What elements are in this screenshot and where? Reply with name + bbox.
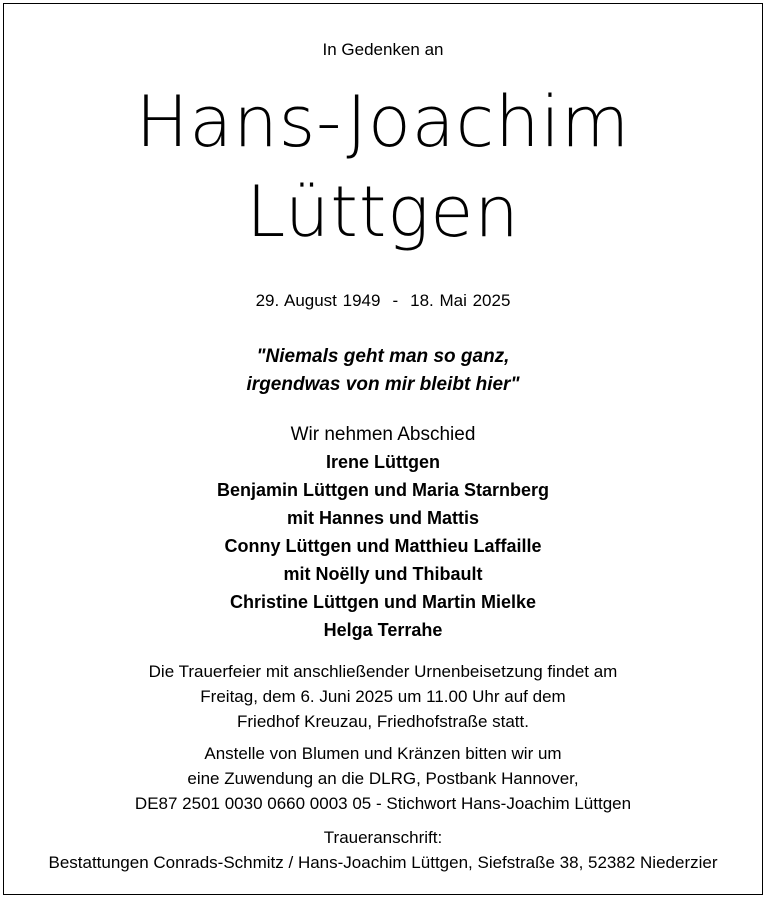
ceremony-line: Friedhof Kreuzau, Friedhofstraße statt. <box>237 712 529 731</box>
deceased-last-name: Lüttgen <box>246 171 520 253</box>
quote-line-2: irgendwas von mir bleibt hier" <box>246 374 520 395</box>
death-date: 18. Mai 2025 <box>410 291 511 310</box>
intro-text: In Gedenken an <box>322 40 444 59</box>
mourner-line: Helga Terrahe <box>323 620 443 640</box>
life-dates <box>4 291 762 311</box>
ceremony-line: Die Trauerfeier mit anschließender Urnenbeisetzung findet am <box>148 662 618 681</box>
farewell-text: Wir nehmen Abschied <box>290 424 476 445</box>
date-separator: - <box>392 291 399 310</box>
address-label: Traueranschrift: <box>323 828 443 847</box>
ceremony-line: Freitag, dem 6. Juni 2025 um 11.00 Uhr auf dem <box>200 687 566 706</box>
donation-line: DE87 2501 0030 0660 0003 05 - Stichwort Hans-Joachim Lüttgen <box>134 794 632 813</box>
quote-line-1: "Niemals geht man so ganz, <box>256 346 510 367</box>
mourner-line: Irene Lüttgen <box>325 452 440 472</box>
funeral-address: Bestattungen Conrads-Schmitz / Hans-Joachim Lüttgen, Siefstraße 38, 52382 Niederzier <box>48 853 718 872</box>
deceased-first-name: Hans-Joachim <box>135 81 631 163</box>
mourner-line: Benjamin Lüttgen und Maria Starnberg <box>216 480 550 500</box>
obituary-notice <box>3 3 763 895</box>
mourner-line: Conny Lüttgen und Matthieu Laffaille <box>224 536 542 556</box>
birth-date: 29. August 1949 <box>255 291 381 310</box>
donation-line: eine Zuwendung an die DLRG, Postbank Hannover, <box>187 769 579 788</box>
mourner-line: mit Noëlly und Thibault <box>283 564 483 584</box>
mourner-line: Christine Lüttgen und Martin Mielke <box>229 592 536 612</box>
mourner-line: mit Hannes und Mattis <box>286 508 479 528</box>
donation-line: Anstelle von Blumen und Kränzen bitten wir um <box>204 744 562 763</box>
